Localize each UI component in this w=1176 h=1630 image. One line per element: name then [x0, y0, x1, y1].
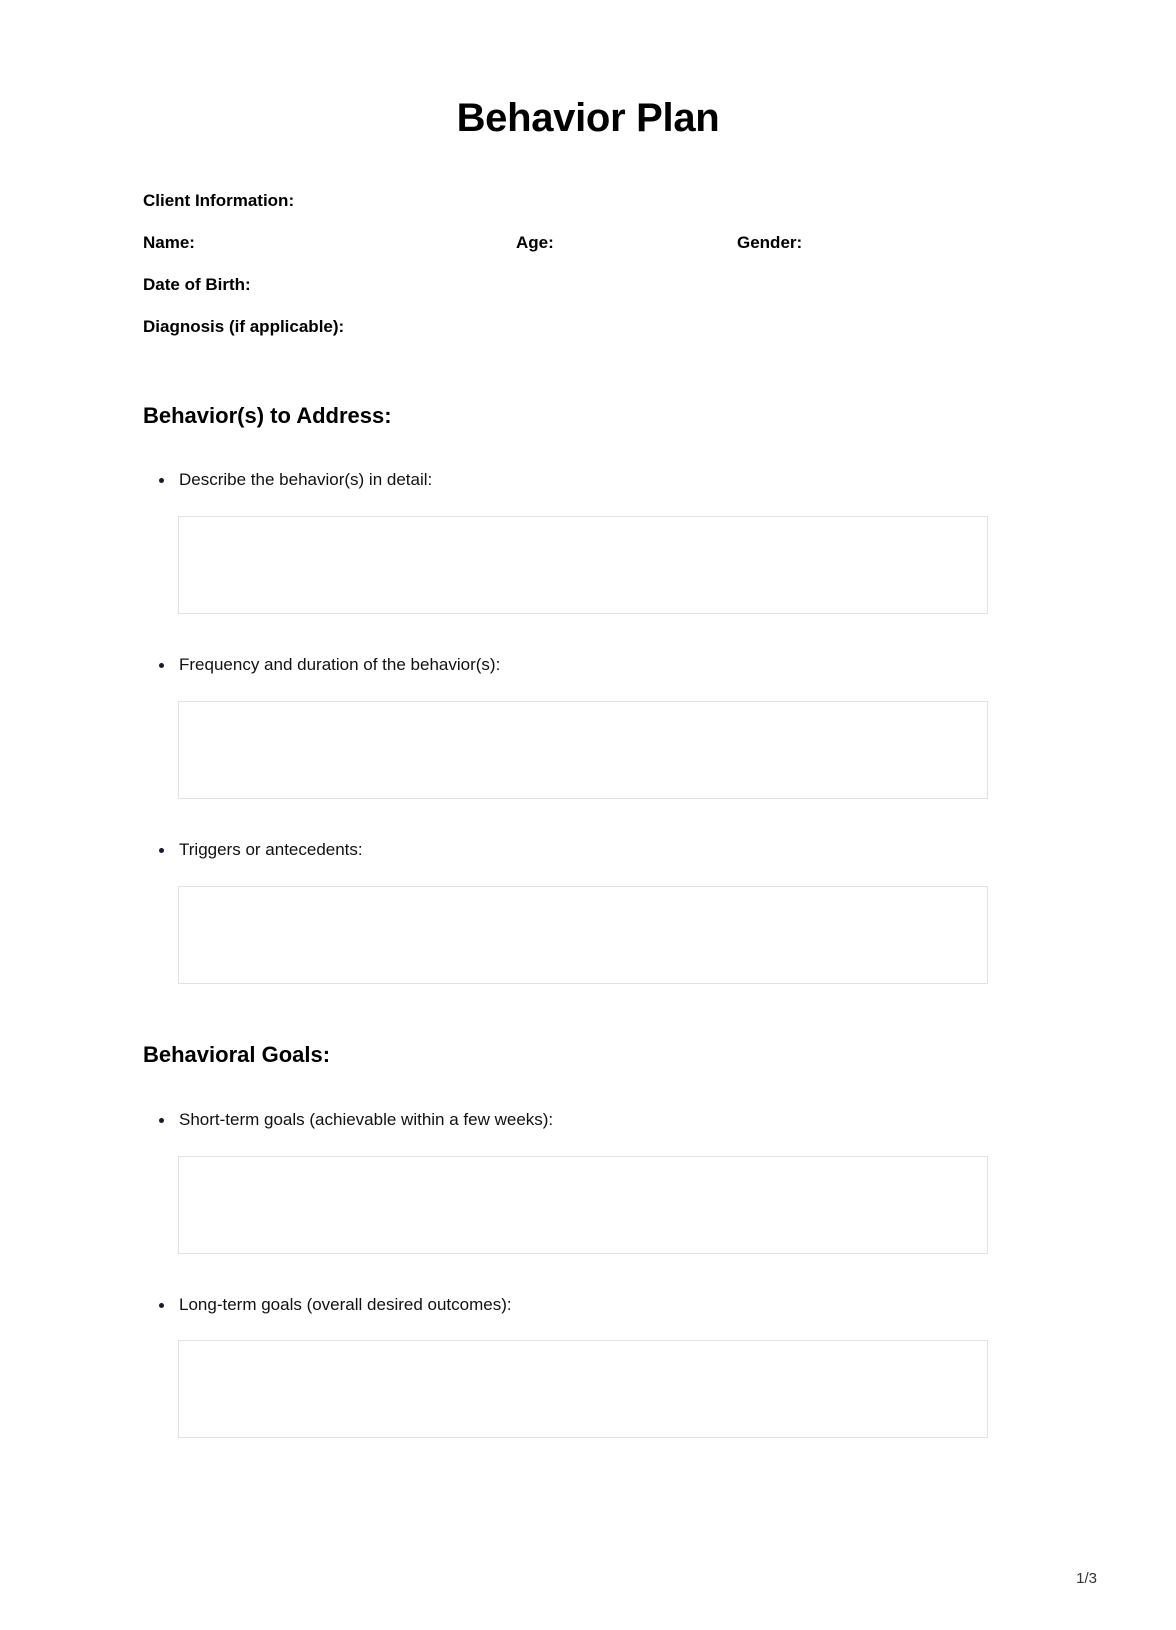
- list-item-short-term-goals: [143, 1109, 1033, 1132]
- gender-field-label: Gender:: [737, 233, 803, 252]
- page-title: Behavior Plan: [456, 96, 720, 140]
- age-field-label: Age:: [516, 233, 554, 252]
- answer-box-describe-behaviors[interactable]: [178, 516, 988, 614]
- list-item-label: Describe the behavior(s) in detail:: [179, 470, 433, 490]
- bullet-dot-icon: [159, 1118, 164, 1123]
- list-item-label: Triggers or antecedents:: [179, 840, 363, 860]
- list-item-label: Frequency and duration of the behavior(s):: [179, 655, 501, 675]
- client-information-heading-row: [143, 180, 1033, 222]
- list-item-frequency-duration: [143, 654, 1033, 677]
- answer-box-frequency-duration[interactable]: [178, 701, 988, 799]
- bullet-dot-icon: [159, 663, 164, 668]
- page-content: [143, 0, 1033, 1438]
- diagnosis-field-label: Diagnosis (if applicable):: [143, 317, 345, 336]
- diagnosis-row: [143, 306, 1033, 348]
- bullet-dot-icon: [159, 478, 164, 483]
- page-number-indicator: 1/3: [1076, 1570, 1097, 1587]
- section-heading-behaviors-to-address: Behavior(s) to Address:: [143, 403, 392, 428]
- list-item-long-term-goals: [143, 1294, 1033, 1317]
- client-information-heading: Client Information:: [143, 191, 295, 210]
- client-information-block: [143, 180, 1033, 348]
- name-field-label: Name:: [143, 233, 195, 252]
- list-item-describe-behaviors: [143, 469, 1033, 492]
- list-item-label: Long-term goals (overall desired outcomes):: [179, 1294, 512, 1314]
- answer-box-short-term-goals[interactable]: [178, 1156, 988, 1254]
- date-of-birth-field-label: Date of Birth:: [143, 275, 251, 294]
- answer-box-long-term-goals[interactable]: [178, 1340, 988, 1438]
- date-of-birth-row: [143, 264, 1033, 306]
- list-item-label: Short-term goals (achievable within a few weeks):: [179, 1109, 554, 1129]
- bullet-dot-icon: [159, 848, 164, 853]
- section-heading-behavioral-goals: Behavioral Goals:: [143, 1042, 331, 1068]
- list-item-triggers-antecedents: [143, 839, 1033, 862]
- bullet-dot-icon: [159, 1303, 164, 1308]
- answer-box-triggers-antecedents[interactable]: [178, 886, 988, 984]
- name-age-gender-row: [143, 222, 1033, 264]
